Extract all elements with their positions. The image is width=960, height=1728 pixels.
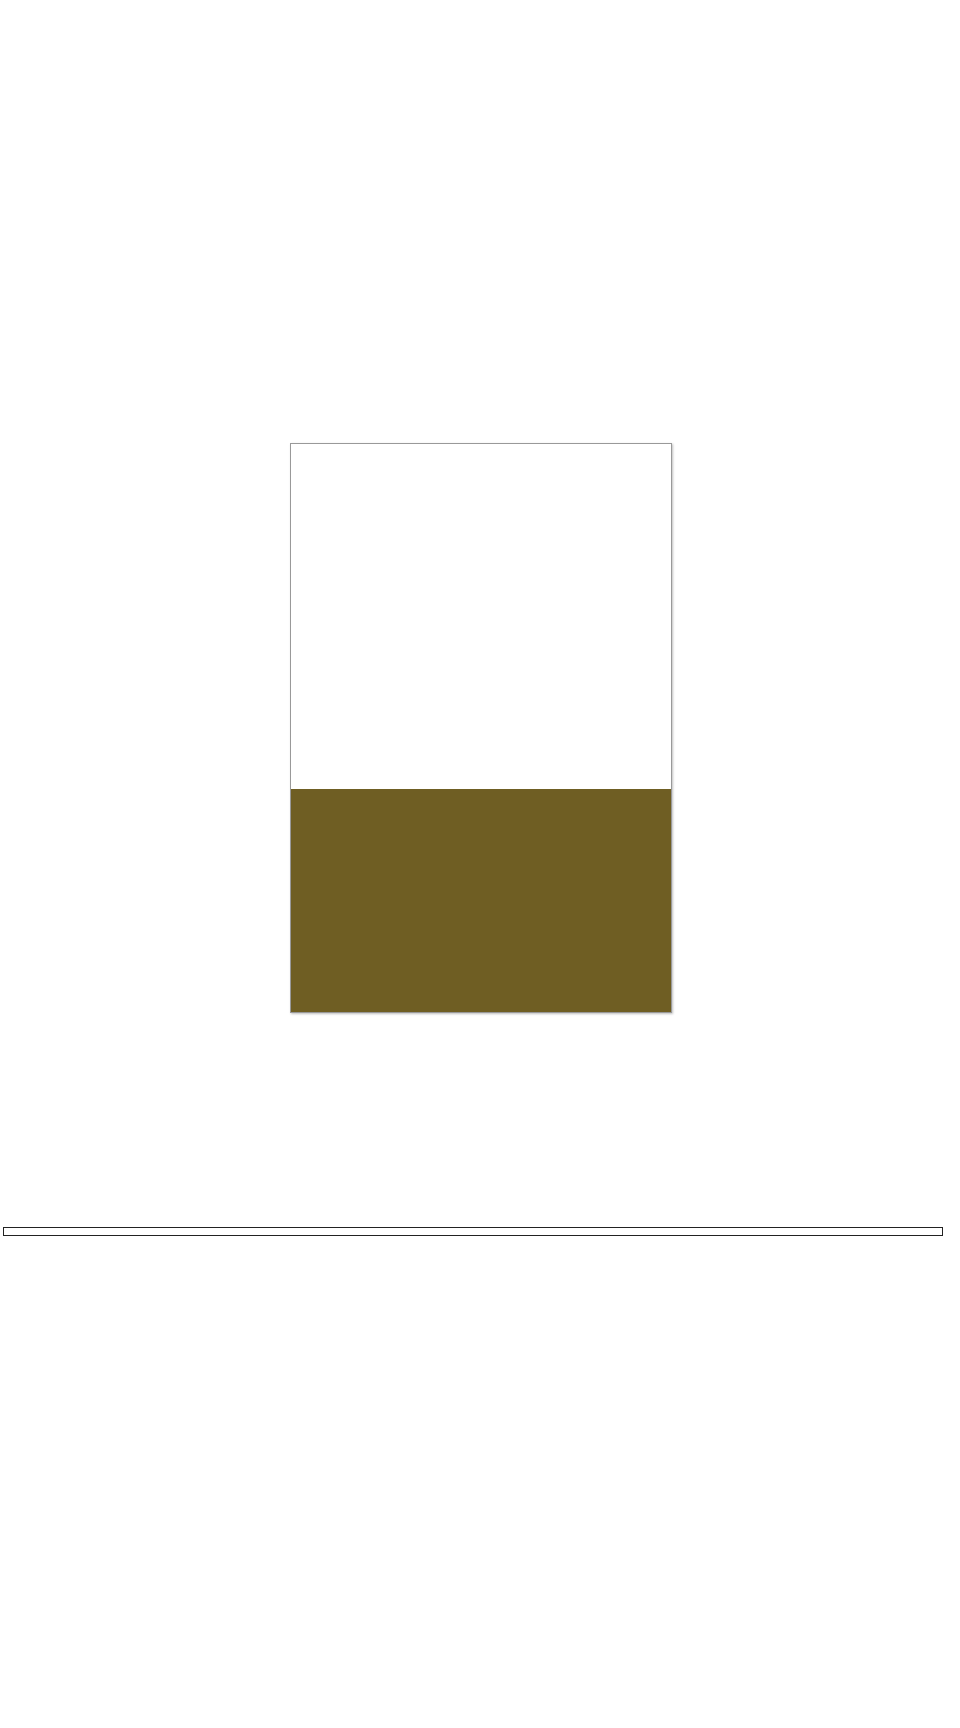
cover-bottom-panel bbox=[291, 789, 671, 1012]
book-cover-image bbox=[290, 443, 672, 1013]
cover-top-panel bbox=[291, 444, 671, 789]
topics-box bbox=[3, 1227, 943, 1236]
